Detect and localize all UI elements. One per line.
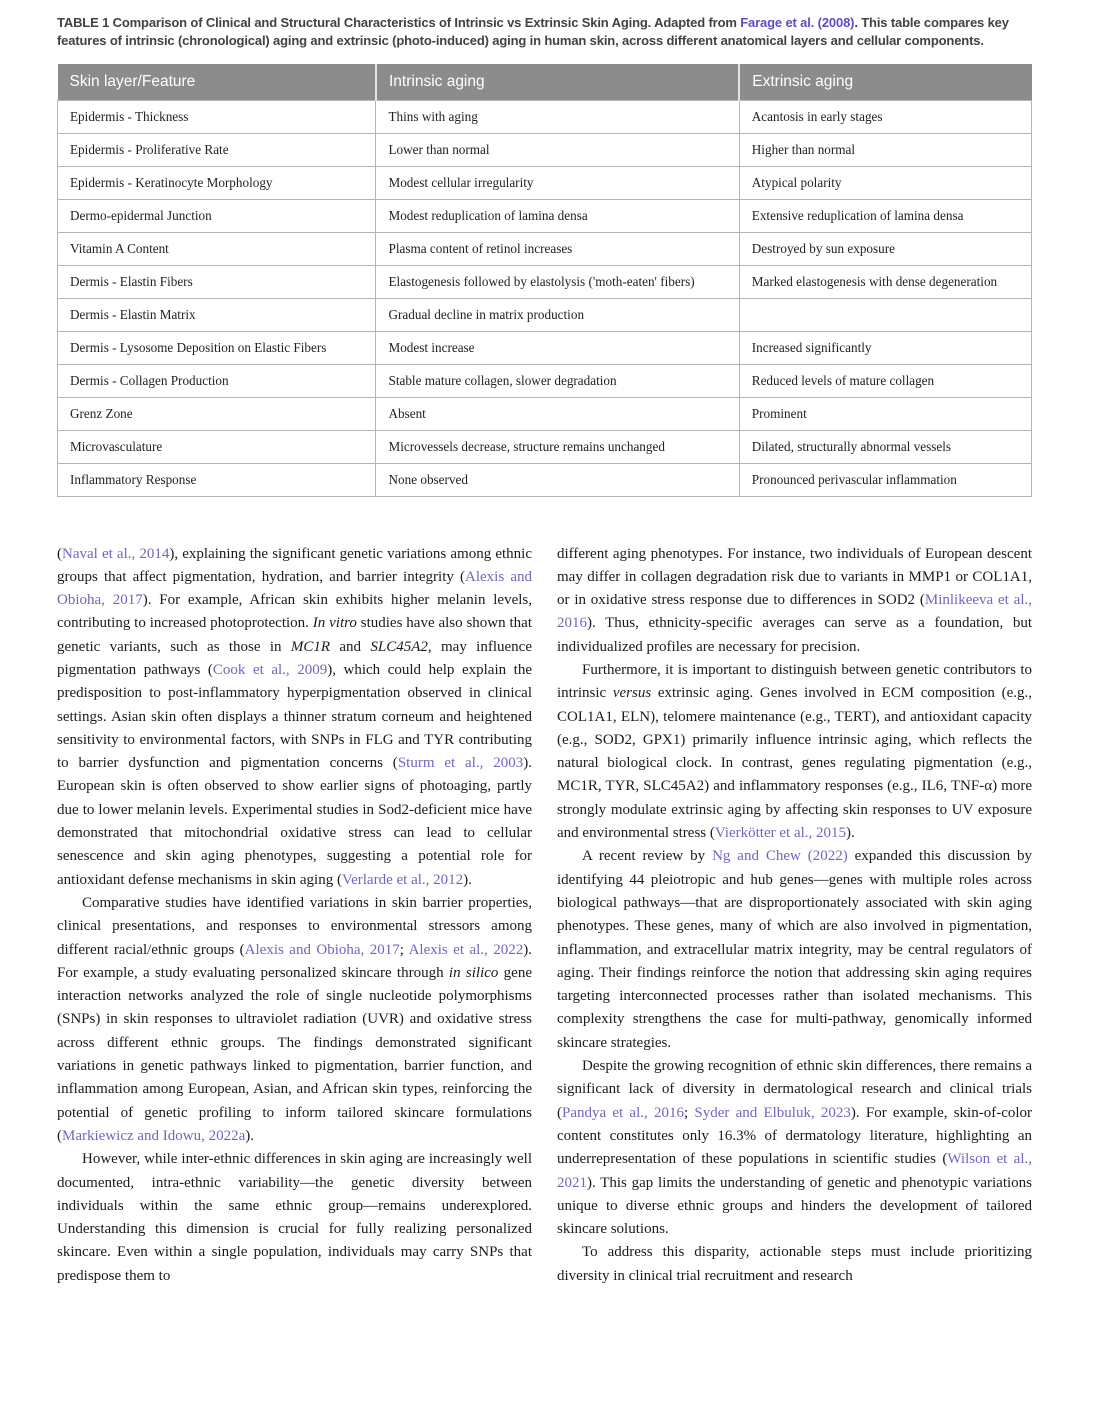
table-cell: Epidermis - Thickness: [58, 100, 376, 133]
paragraph: [557, 845, 1032, 1055]
text-run: extrinsic aging. Genes involved in ECM composition (e.g., COL1A1, ELN), telomere maintenance (e.g., TERT), and antioxidant capacity (e.g., SOD2, GPX1) primarily influence intrinsic aging, which reflects the natural biological clock. In contrast, genes regulating pigmentation (e.g., MC1R, TYR, SLC45A2) and inflammatory responses (e.g., IL6, TNF-α) more strongly modulate extrinsic aging by affecting skin responses to UV exposure and environmental stress (: [557, 685, 1032, 842]
table-header-row: [58, 64, 1032, 100]
paragraph: [557, 1241, 1032, 1288]
text-run: ), explaining the significant genetic variations among ethnic groups that affect pigmentation, hydration, and barrier integrity (: [57, 545, 533, 585]
citation-link[interactable]: Wilson et al., 2021: [557, 1151, 1032, 1191]
italic-text: versus: [612, 685, 652, 702]
table-cell: Epidermis - Keratinocyte Morphology: [58, 166, 376, 199]
text-run: ). For example, African skin exhibits higher melanin levels, contributing to increased photoprotection.: [57, 592, 532, 632]
table-cell: Destroyed by sun exposure: [739, 232, 1031, 265]
paragraph: [557, 659, 1032, 845]
table-cell: Acantosis in early stages: [739, 100, 1031, 133]
citation-link[interactable]: Alexis et al., 2022: [408, 941, 524, 958]
table-row: [58, 397, 1032, 430]
table-cell: Inflammatory Response: [58, 463, 376, 496]
italic-text: In vitro: [312, 615, 357, 632]
text-run: TABLE 1 Comparison of Clinical and Structural Characteristics of Intrinsic vs Extrinsic Skin Aging. Adapted from: [57, 15, 741, 30]
table-cell: Thins with aging: [376, 100, 739, 133]
table-row: [58, 331, 1032, 364]
text-run: ). Thus, ethnicity-specific averages can serve as a foundation, but individualized profiles are necessary for precision.: [557, 615, 1032, 655]
table-cell: Reduced levels of mature collagen: [739, 364, 1031, 397]
table-row: [58, 463, 1032, 496]
text-run: ).: [245, 1127, 255, 1144]
text-run: Comparative studies have identified variations in skin barrier properties, clinical presentations, and responses to environmental stressors among different racial/ethnic groups (: [57, 894, 532, 958]
table-cell: Dermis - Elastin Fibers: [58, 265, 376, 298]
table-cell: Modest increase: [376, 331, 739, 364]
table-cell: Stable mature collagen, slower degradation: [376, 364, 739, 397]
table-body: [58, 100, 1032, 496]
table-cell: Microvasculature: [58, 430, 376, 463]
table-cell: Epidermis - Proliferative Rate: [58, 133, 376, 166]
table-cell: Dermis - Collagen Production: [58, 364, 376, 397]
table-row: [58, 100, 1032, 133]
table-cell: Higher than normal: [739, 133, 1031, 166]
table-row: [58, 232, 1032, 265]
text-run: ). For example, a study evaluating personalized skincare through: [57, 941, 532, 981]
table-cell: None observed: [376, 463, 739, 496]
citation-link[interactable]: Markiewicz and Idowu, 2022a: [62, 1127, 246, 1144]
page-content: [57, 0, 1032, 1288]
citation-link[interactable]: Ng and Chew (2022): [712, 848, 848, 865]
text-run: ).: [846, 825, 855, 842]
text-run: (: [57, 545, 62, 562]
table-cell: Pronounced perivascular inflammation: [739, 463, 1031, 496]
comparison-table: [57, 64, 1032, 497]
text-run: Furthermore, it is important to distinguish between genetic contributors to intrinsic: [557, 661, 1032, 702]
text-run: expanded this discussion by identifying 44 pleiotropic and hub genes—genes with multiple roles across biological pathways—that are disproportionately associated with skin aging phenotypes. These genes, many of which are also involved in pigmentation, inflammation, and extracellular matrix integrity, may be central regulators of aging. Their findings reinforce the notion that addressing skin aging requires targeting interconnected processes rather than isolated mechanisms. This complexity strengthens the case for multi-pathway, genomically informed skincare strategies.: [557, 848, 1033, 1051]
table-cell: Gradual decline in matrix production: [376, 298, 739, 331]
table-cell: Vitamin A Content: [58, 232, 376, 265]
text-run: To address this disparity, actionable steps must include prioritizing diversity in clinical trial recruitment and research: [557, 1244, 1032, 1284]
citation-link[interactable]: Cook et al., 2009: [212, 661, 328, 678]
text-run: ;: [683, 1104, 695, 1121]
text-run: ;: [399, 941, 409, 958]
paragraph: [57, 892, 532, 1148]
table-cell: Increased significantly: [739, 331, 1031, 364]
table-cell: Extensive reduplication of lamina densa: [739, 199, 1031, 232]
table-cell: Modest reduplication of lamina densa: [376, 199, 739, 232]
text-run: different aging phenotypes. For instance, two individuals of European descent may differ in collagen degradation risk due to variants in MMP1 or COL1A1, or in oxidative stress response due to differences in SOD2 (: [557, 545, 1032, 609]
column-header-extrinsic-aging: Extrinsic aging: [739, 64, 1031, 100]
text-run: ). For example, skin-of-color content constitutes only 16.3% of dermatology literature, highlighting an underrepresentation of these populations in scientific studies (: [557, 1104, 1033, 1168]
text-run: , may influence pigmentation pathways (: [57, 638, 532, 678]
table-cell: Atypical polarity: [739, 166, 1031, 199]
table-row: [58, 364, 1032, 397]
table-cell: Plasma content of retinol increases: [376, 232, 739, 265]
table-cell: Modest cellular irregularity: [376, 166, 739, 199]
text-run: studies have also shown that genetic variants, such as those in: [57, 615, 532, 655]
table-cell: [739, 298, 1031, 331]
column-header-skin-layer: Skin layer/Feature: [58, 64, 376, 100]
citation-link[interactable]: Alexis and Obioha, 2017: [57, 568, 532, 609]
article-text: [57, 543, 1032, 1289]
table-row: [58, 166, 1032, 199]
table-cell: Lower than normal: [376, 133, 739, 166]
citation-link[interactable]: Minlikeeva et al., 2016: [557, 592, 1032, 632]
table-cell: Prominent: [739, 397, 1031, 430]
table-cell: Dermis - Elastin Matrix: [58, 298, 376, 331]
citation-link[interactable]: Vierkötter et al., 2015: [714, 825, 847, 842]
text-run: Despite the growing recognition of ethnic skin differences, there remains a significant lack of diversity in dermatological research and clinical trials (: [557, 1058, 1032, 1121]
text-run: ), which could help explain the predisposition to post-inflammatory hyperpigmentation observed in clinical settings. Asian skin often displays a thinner stratum corneum and heightened sensitivity to environmental factors, with SNPs in FLG and TYR contributing to barrier dysfunction and pigmentation concerns (: [57, 661, 532, 772]
table-caption: [57, 14, 1032, 50]
table-cell: Dilated, structurally abnormal vessels: [739, 430, 1031, 463]
table-row: [58, 265, 1032, 298]
citation-link[interactable]: Verlarde et al., 2012: [341, 871, 464, 888]
text-run: ). European skin is often observed to show earlier signs of photoaging, partly due to lower melanin levels. Experimental studies in Sod2-deficient mice have demonstrated that mitochondrial oxidative stress can lead to cellular senescence and skin aging phenotypes, suggesting a potential role for antioxidant defense mechanisms in skin aging (: [57, 755, 532, 888]
paragraph: [57, 543, 532, 892]
table-cell: Grenz Zone: [58, 397, 376, 430]
table-row: [58, 298, 1032, 331]
table-cell: Marked elastogenesis with dense degeneration: [739, 265, 1031, 298]
citation-link[interactable]: Farage et al. (2008): [740, 15, 855, 30]
citation-link[interactable]: Alexis and Obioha, 2017: [244, 941, 400, 958]
citation-link[interactable]: Syder and Elbuluk, 2023: [694, 1104, 851, 1121]
citation-link[interactable]: Pandya et al., 2016: [562, 1104, 684, 1121]
table-cell: Elastogenesis followed by elastolysis ('moth-eaten' fibers): [376, 265, 739, 298]
text-run: ). This gap limits the understanding of genetic and phenotypic variations unique to diverse ethnic groups and hinders the development of tailored skincare solutions.: [557, 1174, 1032, 1238]
text-run: A recent review by: [582, 848, 713, 865]
table-row: [58, 430, 1032, 463]
text-column-right: [557, 543, 1032, 1289]
text-run: gene interaction networks analyzed the role of single nucleotide polymorphisms (SNPs) in skin responses to ultraviolet radiation (UVR) and oxidative stress across different ethnic groups. The findings demonstrated significant variations in genetic pathways linked to pigmentation, barrier function, and inflammation among European, Asian, and African skin types, reinforcing the potential of genetic profiling to inform tailored skincare formulations (: [57, 964, 532, 1144]
paragraph: [557, 1055, 1032, 1241]
table-row: [58, 199, 1032, 232]
text-run: However, while inter-ethnic differences in skin aging are increasingly well documented, intra-ethnic variability—the genetic diversity between individuals within the same ethnic group—remains underexplored. Understanding this dimension is crucial for fully realizing personalized skincare. Even within a single population, individuals may carry SNPs that predispose them to: [57, 1151, 532, 1284]
table-cell: Microvessels decrease, structure remains unchanged: [376, 430, 739, 463]
italic-text: MC1R: [290, 638, 331, 655]
paragraph: [57, 1148, 532, 1288]
text-run: and: [330, 638, 371, 655]
italic-text: SLC45A2: [370, 638, 428, 655]
table-cell: Dermo-epidermal Junction: [58, 199, 376, 232]
italic-text: in silico: [448, 964, 499, 981]
table-cell: Dermis - Lysosome Deposition on Elastic Fibers: [58, 331, 376, 364]
text-column-left: [57, 543, 532, 1289]
citation-link[interactable]: Naval et al., 2014: [62, 545, 170, 562]
text-run: . This table compares key features of intrinsic (chronological) aging and extrinsic (photo-induced) aging in human skin, across different anatomical layers and cellular components.: [57, 15, 1009, 48]
paragraph: [557, 543, 1032, 659]
column-header-intrinsic-aging: Intrinsic aging: [376, 64, 739, 100]
table-cell: Absent: [376, 397, 739, 430]
citation-link[interactable]: Sturm et al., 2003: [397, 755, 524, 772]
table-row: [58, 133, 1032, 166]
text-run: ).: [463, 871, 472, 888]
